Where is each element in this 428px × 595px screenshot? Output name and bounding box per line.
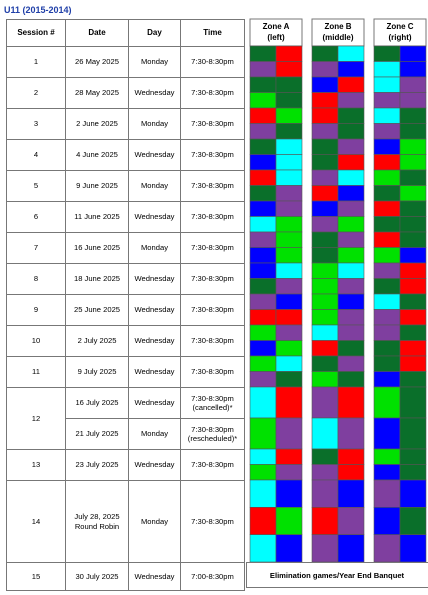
session-time: 7:30-8:30pm: [181, 171, 245, 202]
zone-color-cell: [400, 248, 426, 264]
zone-color-cell: [276, 232, 302, 248]
zone-color-cell: [374, 356, 400, 372]
session-number: 1: [7, 47, 66, 78]
session-time: 7:30-8:30pm: [181, 295, 245, 326]
zone-color-cell: [276, 46, 302, 62]
session-time: 7:30-8:30pm: [181, 47, 245, 78]
zone-color-cell: [338, 480, 364, 507]
zone-color-cell: [250, 46, 276, 62]
session-date: 23 July 2025: [66, 450, 129, 481]
zone-color-cell: [338, 356, 364, 372]
zone-color-cell: [276, 124, 302, 140]
zone-color-cell: [312, 248, 338, 264]
session-time: 7:30-8:30pm: [181, 357, 245, 388]
zone-color-cell: [400, 93, 426, 109]
zone-color-cell: [374, 480, 400, 507]
page-title: U11 (2015-2014): [4, 5, 72, 15]
session-day: Wednesday: [129, 388, 181, 419]
zone-header-name: Zone B: [324, 22, 352, 31]
zone-color-cell: [338, 372, 364, 388]
zone-color-cell: [400, 372, 426, 388]
zone-color-cell: [276, 507, 302, 534]
zone-color-cell: [312, 480, 338, 507]
zone-color-cell: [312, 155, 338, 171]
session-day: Wednesday: [129, 326, 181, 357]
zone-color-cell: [276, 139, 302, 155]
zone-header-sub: (right): [388, 33, 412, 42]
zone-color-cell: [374, 535, 400, 562]
zone-color-cell: [276, 279, 302, 295]
zone-color-cell: [338, 93, 364, 109]
header-session: Session #: [7, 20, 66, 47]
session-date: 21 July 2025: [66, 419, 129, 450]
zone-color-cell: [374, 279, 400, 295]
zone-color-cell: [276, 325, 302, 341]
zone-color-cell: [276, 217, 302, 233]
session-day: Wednesday: [129, 450, 181, 481]
zone-color-cell: [276, 62, 302, 78]
zone-color-cell: [338, 170, 364, 186]
zone-color-cell: [276, 93, 302, 109]
session-time: 7:30-8:30pm: [181, 140, 245, 171]
zone-color-cell: [250, 535, 276, 562]
session-time: 7:30-8:30pm: [181, 233, 245, 264]
session-day: Wednesday: [129, 140, 181, 171]
zone-color-cell: [312, 465, 338, 481]
zone-color-cell: [250, 465, 276, 481]
zone-color-cell: [338, 535, 364, 562]
zone-color-cell: [312, 279, 338, 295]
zone-color-cell: [338, 139, 364, 155]
zone-color-cell: [374, 418, 400, 449]
time-value: 7:30-8:30pm: [191, 424, 234, 434]
zone-color-cell: [312, 77, 338, 93]
zone-color-cell: [250, 62, 276, 78]
session-day: Monday: [129, 109, 181, 140]
session-time: 7:30-8:30pm: [181, 450, 245, 481]
session-date: 26 May 2025: [66, 47, 129, 78]
session-number: 10: [7, 326, 66, 357]
zone-color-cell: [400, 535, 426, 562]
zone-color-cell: [374, 465, 400, 481]
zone-color-cell: [250, 248, 276, 264]
zone-color-cell: [400, 139, 426, 155]
session-day: Wednesday: [129, 563, 181, 591]
header-time: Time: [181, 20, 245, 47]
zone-color-cell: [374, 325, 400, 341]
zone-color-cell: [400, 201, 426, 217]
zone-color-cell: [400, 263, 426, 279]
session-number: 7: [7, 233, 66, 264]
zone-color-cell: [276, 341, 302, 357]
zone-color-cell: [312, 356, 338, 372]
session-day: Wednesday: [129, 202, 181, 233]
zone-color-cell: [400, 325, 426, 341]
zone-color-cell: [338, 248, 364, 264]
zone-color-cell: [338, 507, 364, 534]
zone-color-cell: [250, 186, 276, 202]
zone-color-cell: [338, 263, 364, 279]
zone-color-cell: [374, 77, 400, 93]
zone-color-cell: [374, 372, 400, 388]
zone-color-cell: [312, 535, 338, 562]
zone-color-cell: [400, 77, 426, 93]
session-number: 13: [7, 450, 66, 481]
zone-color-cell: [374, 139, 400, 155]
zone-color-cell: [374, 507, 400, 534]
zone-color-cell: [250, 507, 276, 534]
session-number: 5: [7, 171, 66, 202]
zone-color-cell: [312, 507, 338, 534]
session-time: 7:30-8:30pm: [181, 78, 245, 109]
session-date: 28 May 2025: [66, 78, 129, 109]
zone-color-cell: [338, 279, 364, 295]
session-number: 2: [7, 78, 66, 109]
zone-color-cell: [374, 248, 400, 264]
zone-color-cell: [312, 418, 338, 449]
zone-color-cell: [374, 310, 400, 326]
session-date: 2 July 2025: [66, 326, 129, 357]
zone-color-cell: [338, 124, 364, 140]
session-time: 7:30-8:30pm: [181, 481, 245, 563]
zone-color-cell: [338, 77, 364, 93]
session-time: 7:30-8:30pm: [181, 264, 245, 295]
zone-color-cell: [400, 46, 426, 62]
zone-color-cell: [276, 310, 302, 326]
zone-color-cell: [374, 232, 400, 248]
zone-color-cell: [338, 387, 364, 418]
zone-color-cell: [312, 170, 338, 186]
zone-color-cell: [312, 93, 338, 109]
zone-color-cell: [374, 449, 400, 465]
header-date: Date: [66, 20, 129, 47]
zone-color-cell: [400, 310, 426, 326]
zone-color-cell: [374, 217, 400, 233]
zone-color-cell: [312, 217, 338, 233]
session-number: 3: [7, 109, 66, 140]
session-date: 30 July 2025: [66, 563, 129, 591]
zone-color-cell: [400, 387, 426, 418]
session-day: Wednesday: [129, 295, 181, 326]
zone-color-cell: [374, 201, 400, 217]
zone-color-cell: [312, 325, 338, 341]
zone-color-cell: [312, 124, 338, 140]
session-time: 7:30-8:30pm: [181, 202, 245, 233]
session-number: 12: [7, 388, 66, 450]
zone-color-cell: [250, 341, 276, 357]
zone-color-cell: [338, 465, 364, 481]
zone-color-cell: [338, 62, 364, 78]
zone-color-cell: [312, 46, 338, 62]
session-date: 9 July 2025: [66, 357, 129, 388]
zone-color-cell: [400, 170, 426, 186]
time-note: (rescheduled)*: [187, 434, 238, 443]
zone-color-cell: [400, 465, 426, 481]
zone-color-cell: [374, 46, 400, 62]
zone-color-cell: [276, 186, 302, 202]
zone-color-cell: [250, 372, 276, 388]
session-day: Wednesday: [129, 264, 181, 295]
zone-color-cell: [400, 507, 426, 534]
zone-color-cell: [374, 155, 400, 171]
zone-color-cell: [312, 341, 338, 357]
zone-color-cell: [338, 46, 364, 62]
session-number: 9: [7, 295, 66, 326]
zone-color-cell: [312, 186, 338, 202]
session-date: 16 July 2025: [66, 388, 129, 419]
zone-color-cell: [400, 217, 426, 233]
zone-color-cell: [276, 480, 302, 507]
session-date-line: July 28, 2025: [74, 512, 120, 522]
session-date: 25 June 2025: [66, 295, 129, 326]
session-date-note: Round Robin: [74, 521, 120, 531]
zone-color-cell: [374, 294, 400, 310]
zone-color-cell: [276, 294, 302, 310]
zone-color-cell: [374, 170, 400, 186]
zone-color-cell: [374, 62, 400, 78]
session-time: 7:00-8:30pm: [181, 563, 245, 591]
zone-color-cell: [312, 449, 338, 465]
zone-header-sub: (left): [267, 33, 285, 42]
zone-color-cell: [276, 77, 302, 93]
zone-color-cell: [276, 418, 302, 449]
zone-header-name: Zone A: [262, 22, 290, 31]
zone-color-cell: [338, 186, 364, 202]
zone-color-cell: [276, 387, 302, 418]
zone-color-cell: [338, 108, 364, 124]
zone-color-cell: [276, 465, 302, 481]
zone-color-cell: [312, 62, 338, 78]
zone-color-cell: [400, 279, 426, 295]
session-day: Monday: [129, 233, 181, 264]
zone-color-cell: [312, 108, 338, 124]
zone-color-cell: [250, 310, 276, 326]
zone-color-cell: [250, 77, 276, 93]
zone-color-cell: [312, 139, 338, 155]
zone-color-cell: [338, 217, 364, 233]
zone-color-cell: [250, 480, 276, 507]
zone-color-cell: [338, 201, 364, 217]
zone-color-cell: [250, 155, 276, 171]
zone-color-cell: [374, 186, 400, 202]
zone-color-cell: [374, 93, 400, 109]
session-number: 11: [7, 357, 66, 388]
zone-color-cell: [400, 480, 426, 507]
session-day: Wednesday: [129, 357, 181, 388]
session-day: Wednesday: [129, 78, 181, 109]
zone-color-cell: [312, 232, 338, 248]
zone-color-cell: [312, 263, 338, 279]
session-date: 18 June 2025: [66, 264, 129, 295]
zone-color-cell: [338, 325, 364, 341]
session-time: 7:30-8:30pm: [181, 326, 245, 357]
zone-color-cell: [338, 418, 364, 449]
session-day: Monday: [129, 481, 181, 563]
zone-color-cell: [276, 108, 302, 124]
zone-color-cell: [250, 139, 276, 155]
zone-color-cell: [312, 201, 338, 217]
zone-color-cell: [250, 325, 276, 341]
zone-color-cell: [338, 294, 364, 310]
zone-color-cell: [250, 263, 276, 279]
zone-header-name: Zone C: [386, 22, 414, 31]
zone-color-cell: [250, 124, 276, 140]
zone-color-cell: [312, 387, 338, 418]
zone-color-cell: [250, 232, 276, 248]
zone-color-cell: [276, 263, 302, 279]
zone-color-cell: [250, 108, 276, 124]
zone-color-cell: [400, 186, 426, 202]
zone-color-cell: [400, 341, 426, 357]
zone-color-cell: [400, 155, 426, 171]
zone-color-cell: [338, 341, 364, 357]
zone-header-sub: (middle): [322, 33, 354, 42]
session-date: 16 June 2025: [66, 233, 129, 264]
zone-color-cell: [276, 372, 302, 388]
time-note: (cancelled)*: [192, 403, 233, 412]
zone-color-cell: [250, 93, 276, 109]
zone-color-cell: [374, 387, 400, 418]
zone-color-cell: [276, 535, 302, 562]
zone-color-cell: [338, 310, 364, 326]
zone-color-cell: [400, 418, 426, 449]
session-number: 4: [7, 140, 66, 171]
zone-color-cell: [338, 155, 364, 171]
zone-color-cell: [400, 356, 426, 372]
session-number: 6: [7, 202, 66, 233]
session-day: Monday: [129, 47, 181, 78]
zone-color-cell: [276, 170, 302, 186]
session-time: 7:30-8:30pm: [181, 109, 245, 140]
zone-color-cell: [338, 232, 364, 248]
zone-color-cell: [250, 387, 276, 418]
zone-color-cell: [250, 356, 276, 372]
session-number: 14: [7, 481, 66, 563]
zone-color-cell: [312, 372, 338, 388]
zone-color-cell: [374, 124, 400, 140]
header-day: Day: [129, 20, 181, 47]
zone-color-cell: [400, 449, 426, 465]
zone-color-cell: [250, 170, 276, 186]
zone-color-cell: [250, 217, 276, 233]
zone-color-cell: [250, 418, 276, 449]
banquet-label: Elimination games/Year End Banquet: [269, 570, 405, 580]
zone-color-cell: [374, 108, 400, 124]
session-day: Monday: [129, 171, 181, 202]
session-date: 9 June 2025: [66, 171, 129, 202]
zone-color-cell: [250, 279, 276, 295]
zone-color-cell: [374, 341, 400, 357]
session-day: Monday: [129, 419, 181, 450]
zone-color-cell: [400, 124, 426, 140]
zone-color-cell: [374, 263, 400, 279]
zone-color-cell: [276, 201, 302, 217]
zone-color-cell: [250, 294, 276, 310]
zone-color-cell: [400, 232, 426, 248]
session-date: 11 June 2025: [66, 202, 129, 233]
session-number: 8: [7, 264, 66, 295]
zone-color-cell: [338, 449, 364, 465]
session-date: 4 June 2025: [66, 140, 129, 171]
zone-color-cell: [250, 449, 276, 465]
zone-color-cell: [276, 449, 302, 465]
zone-color-cell: [400, 294, 426, 310]
zone-color-cell: [400, 108, 426, 124]
zone-color-cell: [250, 201, 276, 217]
session-number: 15: [7, 563, 66, 591]
zone-color-cell: [400, 62, 426, 78]
zone-color-cell: [276, 356, 302, 372]
zone-color-cell: [276, 248, 302, 264]
session-date: 2 June 2025: [66, 109, 129, 140]
time-value: 7:30-8:30pm: [191, 393, 234, 403]
zone-color-cell: [312, 294, 338, 310]
zone-color-cell: [276, 155, 302, 171]
zone-color-cell: [312, 310, 338, 326]
